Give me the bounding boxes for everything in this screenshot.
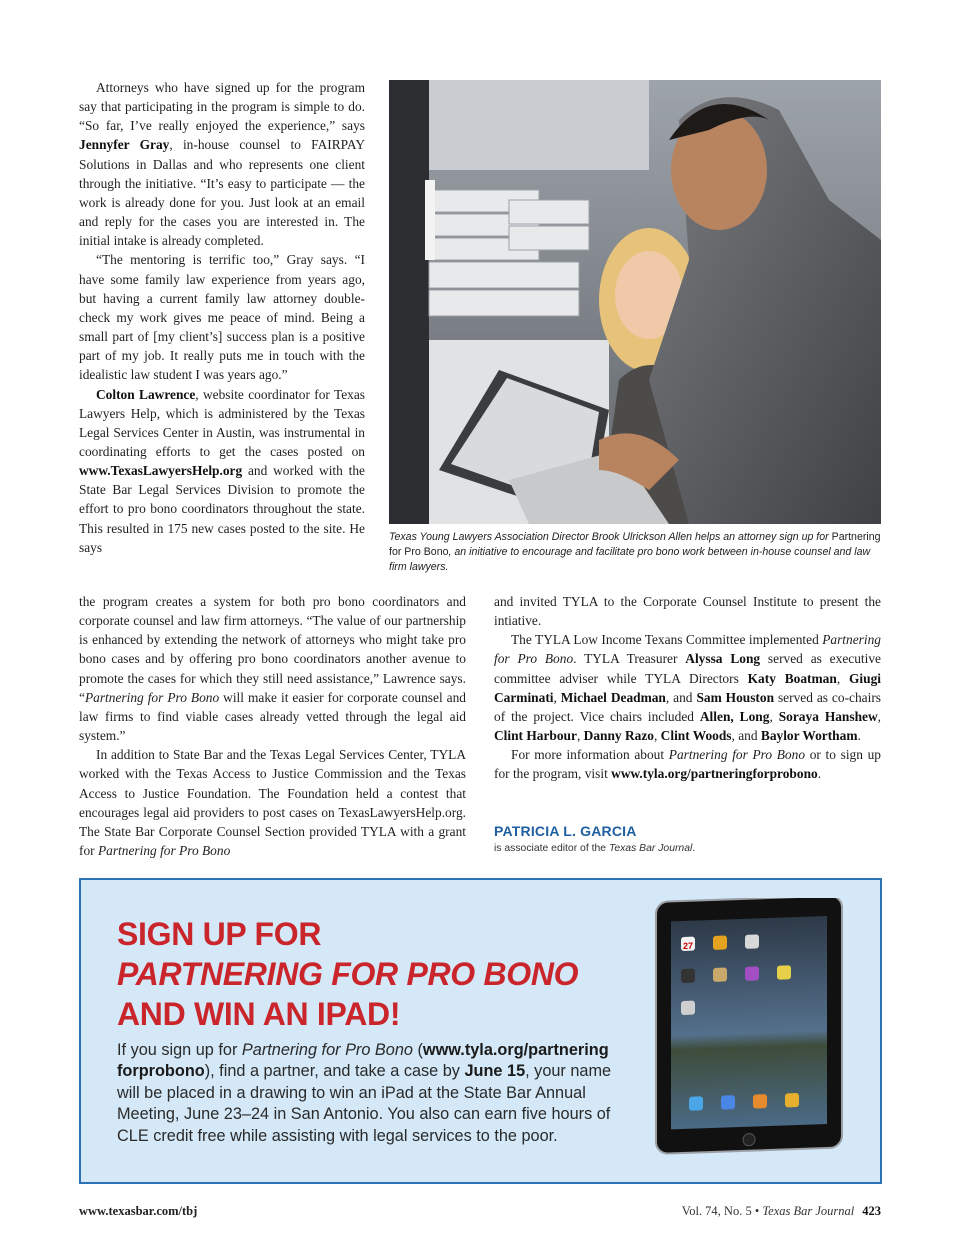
paragraph-continued: the program creates a system for both pro bono coordinators and corporate counsel and law firm attorneys. “The value of our partnership is enhanced by extending the network of attorneys who might take pro bono cases and by offering pro bono coordinators another avenue to promote the cases for which they still need assistance,” Lawrence says. “Partnering for Pro Bono will make it easier for corporate counsel and law firms to find viable cases already vetted through the legal aid system.”	[79, 594, 466, 744]
author-description: is associate editor of the Texas Bar Journal.	[494, 843, 696, 854]
person-name: Clint Harbour	[494, 728, 577, 744]
person-name: Baylor Wortham	[760, 728, 858, 744]
person-name: Soraya Hanshew	[778, 708, 878, 724]
person-name: Alyssa Long	[685, 651, 761, 667]
person-name: Katy Boatman	[747, 670, 837, 686]
ipad-illustration	[654, 898, 846, 1156]
person-name: Danny Razo	[583, 728, 654, 744]
person-name: Michael Deadman	[560, 689, 666, 705]
photo-caption: Texas Young Lawyers Association Director Brook Ulrickson Allen helps an attorney sign up for Partnering for Pro Bono, an initiative to encourage and facilitate pro bono work between in-house counsel and law firm lawyers.	[389, 531, 881, 574]
paragraph: “The mentoring is terrific too,” Gray says. “I have some family law experience from years ago, but having a current family law attorney double-check my work gives me peace of mind. Being a small part of [my client’s] success plan is a positive part of my job. It really puts me in touch with the idealistic law student I was years ago.”	[79, 252, 365, 383]
promo-box	[79, 878, 882, 1184]
article-column-right	[494, 592, 881, 784]
paragraph: The TYLA Low Income Texans Committee implemented Partnering for Pro Bono. TYLA Treasurer Alyssa Long served as executive committee adviser while TYLA Directors Katy Boatman, Giugi Carminati, Michael Deadman, and Sam Houston served as co-chairs of the project. Vice chairs included Allen, Long, Soraya Hanshew, Clint Harbour, Danny Razo, Clint Woods, and Baylor Wortham.	[494, 632, 882, 744]
author-byline	[494, 823, 695, 854]
person-name: Jennyfer Gray	[79, 137, 170, 153]
website-link[interactable]: www.tyla.org/partneringforprobono	[611, 766, 818, 782]
article-column-left-top	[79, 78, 365, 557]
calendar-icon: 27	[682, 940, 694, 951]
article-column-left-bottom	[79, 592, 466, 860]
page-number: 423	[862, 1204, 881, 1218]
footer-website[interactable]: www.texasbar.com/tbj	[79, 1204, 198, 1218]
person-name: Sam Houston	[696, 689, 775, 705]
photo-illustration	[389, 80, 881, 524]
article-photo	[389, 80, 881, 524]
deadline-date: June 15	[464, 1062, 526, 1081]
paragraph: In addition to State Bar and the Texas Legal Services Center, TYLA worked with the Texas Access to Justice Commission and the Texas Access to Justice Foundation. The Foundation held a contest that encourages legal aid providers to post cases on TexasLawyersHelp.org. The State Bar Corporate Counsel Section provided TYLA with a grant for Partnering for Pro Bono	[79, 747, 466, 859]
website-link[interactable]: www.TexasLawyersHelp.org	[79, 463, 243, 479]
paragraph: Attorneys who have signed up for the program say that participating in the program is simple to do. “So far, I’ve really enjoyed the experience,” says Jennyfer Gray, in-house counsel to FAIRPAY Solutions in Dallas and who represents one client through the initiative. “It’s easy to participate — the work is already done for you. Just look at an email and reply for the cases you are interested in. The initial intake is already completed.	[79, 80, 365, 249]
person-name: Allen, Long	[699, 708, 770, 724]
promo-headline: SIGN UP FOR PARTNERING FOR PRO BONO AND WIN AN IPAD!	[117, 916, 579, 1032]
person-name: Colton Lawrence	[96, 386, 196, 402]
person-name: Clint Woods	[660, 728, 732, 744]
person-name: Giugi Carminati	[494, 670, 882, 705]
footer-issue-info: Vol. 74, No. 5 • Texas Bar Journal 423	[681, 1204, 881, 1218]
promo-link[interactable]: www.tyla.org/partnering forprobono	[117, 1041, 609, 1081]
paragraph-continued: and invited TYLA to the Corporate Counsel Institute to present the intiative.	[494, 594, 881, 629]
paragraph: Colton Lawrence, website coordinator for Texas Lawyers Help, which is administered by the Texas Legal Services Center in Austin, was instrumental in coordinating efforts to get the cases posted on www.TexasLawyersHelp.org and worked with the State Bar Legal Services Division to promote the effort to pro bono coordinators throughout the state. This resulted in 175 new cases posted to the site. He says	[79, 386, 365, 555]
promo-body-text: If you sign up for Partnering for Pro Bono (www.tyla.org/partnering forprobono), find a partner, and take a case by June 15, your name will be placed in a drawing to win an iPad at the State Bar Annual Meeting, June 23–24 in San Antonio. You also can earn five hours of CLE credit free while assisting with legal services to the poor.	[117, 1041, 612, 1145]
author-name: PATRICIA L. GARCIA	[494, 823, 637, 839]
paragraph: For more information about Partnering for Pro Bono or to sign up for the program, visit www.tyla.org/partneringforprobono.	[494, 747, 881, 782]
